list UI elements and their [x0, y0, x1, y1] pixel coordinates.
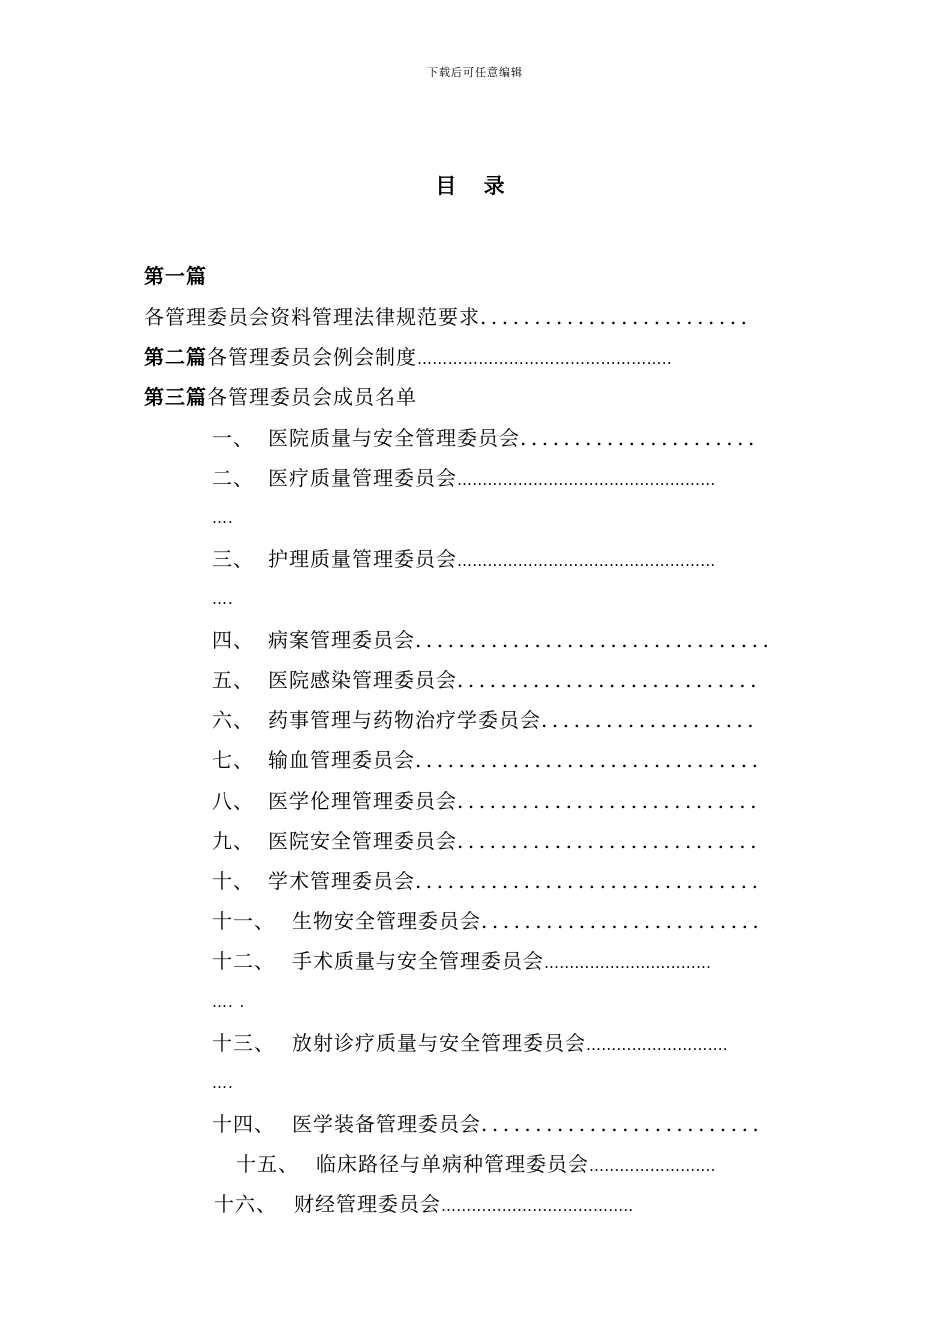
item-number: 五、: [212, 668, 254, 692]
toc-item-2-continuation: ….: [212, 509, 234, 527]
item-label: 医院安全管理委员会: [268, 829, 457, 853]
item-label: 输血管理委员会: [268, 748, 415, 772]
item-label: 药事管理与药物治疗学委员会: [268, 708, 541, 732]
item-number: 三、: [212, 547, 254, 571]
item-number: 十五、: [236, 1152, 299, 1176]
item-number: 十、: [212, 869, 254, 893]
page-title: 目 录: [435, 173, 515, 198]
toc-item-3[interactable]: [212, 544, 715, 576]
item-number: 九、: [212, 829, 254, 853]
toc-item-15[interactable]: [236, 1149, 716, 1181]
dot-leader: ............................: [457, 789, 762, 813]
part2-heading: 第二篇: [144, 345, 207, 369]
toc-entry-label: 各管理委员会成员名单: [207, 385, 417, 409]
toc-item-12-continuation: …. .: [212, 993, 246, 1011]
toc-entry-part3[interactable]: [144, 382, 417, 412]
dot-leader: ............................: [457, 668, 762, 692]
dot-leader: .................................: [415, 628, 774, 652]
toc-item-11[interactable]: [212, 906, 763, 936]
item-number: 十六、: [214, 1192, 277, 1216]
item-label: 医院质量与安全管理委员会: [268, 426, 520, 450]
item-number: 一、: [212, 426, 254, 450]
dot-leader: ………………………………..: [441, 1197, 634, 1215]
part1-heading: 第一篇: [144, 264, 207, 288]
dot-leader: ............................: [457, 829, 762, 853]
toc-item-3-continuation: ….: [212, 590, 234, 608]
toc-item-6[interactable]: [212, 705, 758, 735]
toc-item-2[interactable]: [212, 463, 715, 495]
item-label: 手术质量与安全管理委员会: [292, 949, 544, 973]
item-label: 生物安全管理委员会: [292, 909, 481, 933]
toc-item-13[interactable]: [212, 1028, 728, 1060]
item-number: 十三、: [212, 1031, 275, 1055]
dot-leader: ................................: [415, 869, 763, 893]
toc-entry-part1[interactable]: [144, 302, 751, 332]
item-number: 十一、: [212, 909, 275, 933]
item-number: 二、: [212, 466, 254, 490]
toc-entry-part2[interactable]: [144, 342, 672, 374]
item-number: 八、: [212, 789, 254, 813]
dot-leader: ……………………………………………: [457, 471, 716, 489]
dot-leader: ……………………….: [586, 1036, 728, 1054]
dot-leader: ..........................: [481, 909, 764, 933]
toc-item-1[interactable]: [212, 423, 759, 453]
item-number: 七、: [212, 748, 254, 772]
toc-item-12[interactable]: [212, 946, 711, 978]
dot-leader: ....................: [541, 708, 759, 732]
toc-item-13-continuation: ….: [212, 1074, 234, 1092]
header-note: 下载后可任意编辑: [427, 66, 523, 79]
toc-item-7[interactable]: [212, 745, 762, 775]
item-number: 六、: [212, 708, 254, 732]
item-label: 财经管理委员会: [294, 1192, 441, 1216]
dot-leader: ……………………………: [544, 954, 712, 972]
item-label: 护理质量管理委员会: [268, 547, 457, 571]
item-label: 医疗质量管理委员会: [268, 466, 457, 490]
toc-item-9[interactable]: [212, 826, 761, 856]
toc-item-8[interactable]: [212, 786, 761, 816]
dot-leader: ................................: [415, 748, 763, 772]
dot-leader: …………………….: [589, 1157, 716, 1175]
toc-item-14[interactable]: [212, 1109, 763, 1139]
dot-leader: ......................: [520, 426, 759, 450]
toc-item-5[interactable]: [212, 665, 761, 695]
toc-item-16[interactable]: [214, 1189, 633, 1221]
toc-item-4[interactable]: [212, 625, 773, 655]
item-label: 学术管理委员会: [268, 869, 415, 893]
dot-leader: …………………………………………..: [417, 350, 672, 368]
part3-heading: 第三篇: [144, 385, 207, 409]
dot-leader: ..........................: [481, 1112, 764, 1136]
item-number: 十二、: [212, 949, 275, 973]
toc-entry-label: 各管理委员会例会制度: [207, 345, 417, 369]
item-label: 医学伦理管理委员会: [268, 789, 457, 813]
toc-item-10[interactable]: [212, 866, 762, 896]
item-number: 十四、: [212, 1112, 275, 1136]
item-label: 医学装备管理委员会: [292, 1112, 481, 1136]
item-label: 临床路径与单病种管理委员会: [316, 1152, 589, 1176]
toc-entry-label: 各管理委员会资料管理法律规范要求: [144, 305, 480, 329]
dot-leader: ……………………………………………: [457, 552, 716, 570]
item-label: 放射诊疗质量与安全管理委员会: [292, 1031, 586, 1055]
item-label: 病案管理委员会: [268, 628, 415, 652]
item-label: 医院感染管理委员会: [268, 668, 457, 692]
item-number: 四、: [212, 628, 254, 652]
dot-leader: .........................: [480, 305, 752, 329]
